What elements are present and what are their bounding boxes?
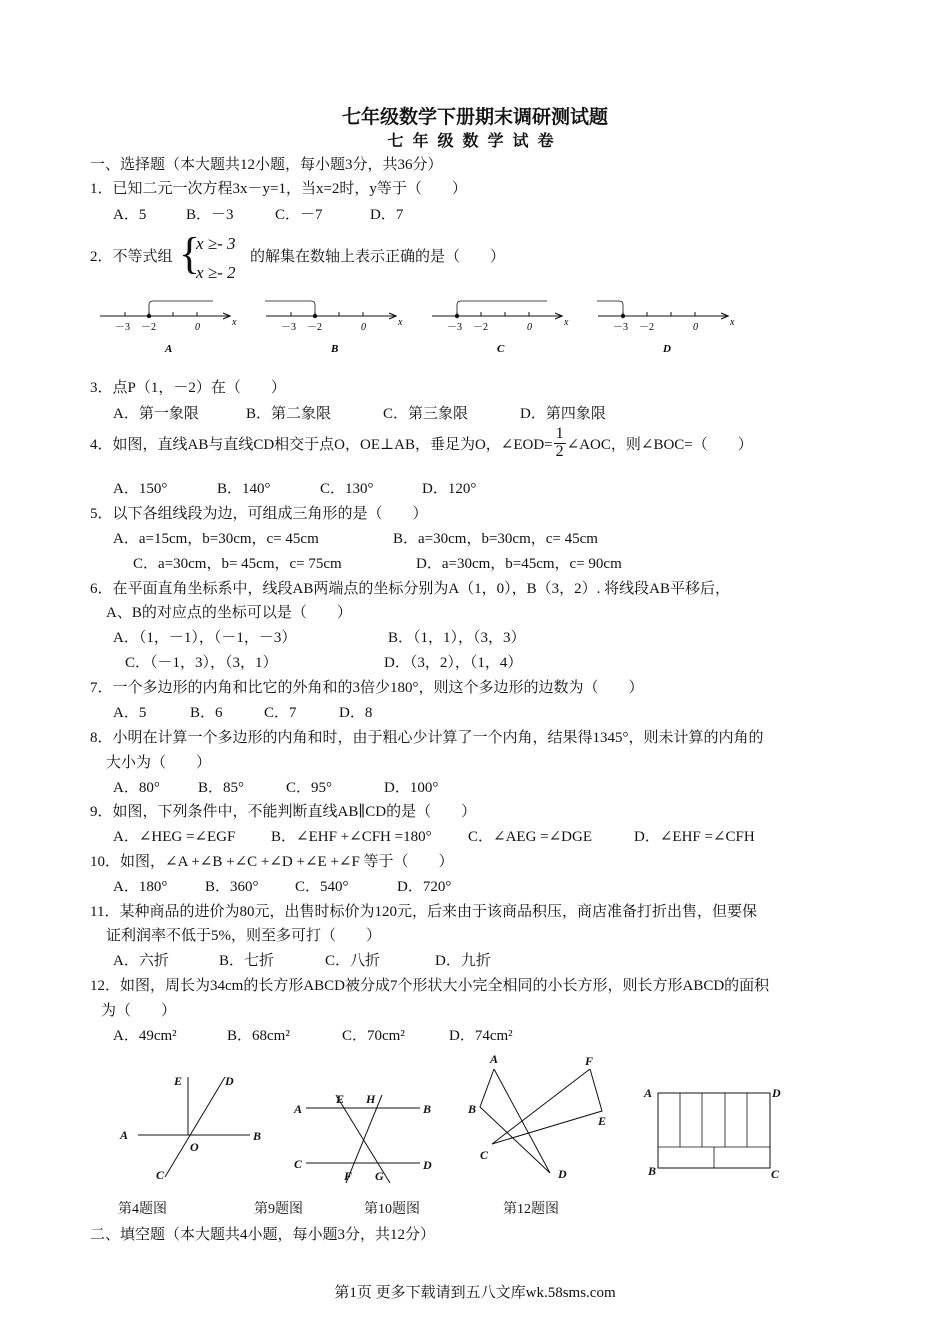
- q3-option-a: A．第一象限: [113, 406, 199, 422]
- number-line-b: [265, 301, 403, 355]
- page-footer: 第1页 更多下载请到五八文库wk.58sms.com: [334, 1285, 616, 1301]
- q12-option-c: C．70cm²: [342, 1028, 405, 1044]
- figure-10: [467, 1052, 606, 1181]
- q4-option-c: C．130°: [320, 481, 374, 497]
- q12-option-d: D．74cm²: [449, 1028, 513, 1044]
- fig10-label-f: F: [585, 1054, 594, 1068]
- number-line-label-a: A: [165, 343, 173, 355]
- inequality-1: x ≥- 3: [196, 234, 236, 253]
- question-12-stem-line2: 为（ ）: [101, 1003, 177, 1019]
- question-9-stem: 9．如图，下列条件中，不能判断直线AB∥CD的是（ ）: [90, 804, 477, 820]
- q12-option-b: B．68cm²: [227, 1028, 290, 1044]
- q8-option-b: B．85°: [198, 780, 245, 796]
- fig10-label-c: C: [480, 1148, 489, 1162]
- q9-option-a: A．∠HEG =∠EGF: [113, 829, 236, 845]
- question-8-stem-line2: 大小为（ ）: [106, 755, 212, 771]
- svg-text:－2: －2: [141, 322, 156, 333]
- question-2-prefix: 2．不等式组: [90, 249, 173, 265]
- question-11-stem-line1: 11．某种商品的进价为80元，出售时标价为120元，后来由于该商品积压，商店准备打折出售，但要保: [90, 904, 757, 920]
- number-line-label-c: C: [497, 343, 505, 355]
- q7-option-d: D．8: [339, 705, 373, 721]
- svg-text:－3: －3: [115, 322, 130, 333]
- q10-option-b: B．360°: [205, 879, 259, 895]
- q8-option-d: D．100°: [384, 780, 439, 796]
- q1-option-b: B．－3: [186, 207, 234, 223]
- q1-option-d: D．7: [370, 207, 404, 223]
- fig9-label-h: H: [366, 1092, 376, 1106]
- q3-option-b: B．第二象限: [246, 406, 332, 422]
- svg-text:x: x: [564, 317, 569, 328]
- caption-figure-12: 第12题图: [503, 1202, 559, 1217]
- fraction-one-half: $\frac{1}{2}$: [555, 425, 564, 460]
- fig4-label-a: A: [120, 1128, 129, 1142]
- fig9-label-f: F: [344, 1169, 353, 1183]
- svg-text:0: 0: [527, 322, 532, 333]
- question-10-stem: 10．如图，∠A +∠B +∠C +∠D +∠E +∠F 等于（ ）: [90, 854, 454, 870]
- q1-option-c: C．－7: [275, 207, 323, 223]
- svg-text:－3: －3: [281, 322, 296, 333]
- q7-option-c: C．7: [264, 705, 297, 721]
- q11-option-c: C．八折: [325, 953, 381, 969]
- number-line-label-b: B: [331, 343, 339, 355]
- question-5-stem: 5．以下各组线段为边，可组成三角形的是（ ）: [90, 506, 428, 522]
- fig10-label-d: D: [558, 1167, 567, 1181]
- fig10-label-e: E: [598, 1114, 607, 1128]
- section-heading-fill-blank: 二、填空题（本大题共4小题，每小题3分，共12分）: [90, 1227, 436, 1243]
- figure-4: [119, 1074, 261, 1182]
- page-subtitle: 七年级数学试卷: [387, 131, 563, 150]
- q5-option-c: C．a=30cm，b= 45cm，c= 75cm: [133, 556, 342, 572]
- fig4-label-d: D: [225, 1074, 234, 1088]
- fig9-label-e: E: [336, 1092, 345, 1106]
- fig12-label-a: A: [644, 1086, 653, 1100]
- question-2-suffix: 的解集在数轴上表示正确的是（ ）: [250, 249, 506, 265]
- svg-text:－3: －3: [447, 322, 462, 333]
- fig9-label-a: A: [294, 1102, 303, 1116]
- question-7-stem: 7．一个多边形的内角和比它的外角和的3倍少180°，则这个多边形的边数为（ ）: [90, 680, 644, 696]
- q7-option-a: A．5: [113, 705, 147, 721]
- fig12-label-d: D: [772, 1086, 781, 1100]
- question-6-stem-line1: 6．在平面直角坐标系中，线段AB两端点的坐标分别为A（1，0），B（3，2）. 将线段AB平移后，: [90, 581, 731, 597]
- inequality-2: x ≥- 2: [196, 263, 236, 282]
- q11-option-a: A．六折: [113, 953, 169, 969]
- svg-text:－2: －2: [307, 322, 322, 333]
- fig9-label-g: G: [375, 1169, 384, 1183]
- question-1-stem: 1．已知二元一次方程3x－y=1，当x=2时，y等于（ ）: [90, 181, 467, 197]
- question-4-stem: 4．如图，直线AB与直线CD相交于点O，OE⊥AB，垂足为O，∠EOD= $\frac{1}{2}$ ∠AOC，则∠BOC=（ ）: [90, 425, 753, 460]
- q6-option-c: C．（－1，3），（3，1）: [125, 655, 278, 671]
- number-line-d: [597, 301, 735, 355]
- q10-option-d: D．720°: [397, 879, 452, 895]
- number-line-options: [95, 292, 755, 362]
- caption-figure-4: 第4题图: [118, 1202, 167, 1217]
- fig9-label-d: D: [423, 1158, 432, 1172]
- q6-option-a: A．（1，－1），（－1，－3）: [113, 630, 297, 646]
- q1-option-a: A．5: [113, 207, 147, 223]
- q9-option-c: C．∠AEG =∠DGE: [468, 829, 593, 845]
- figure-9: [293, 1092, 432, 1183]
- fig9-label-c: C: [294, 1157, 303, 1171]
- q8-option-c: C．95°: [286, 780, 333, 796]
- q6-option-d: D．（3，2），（1，4）: [384, 655, 523, 671]
- fig4-label-b: B: [253, 1129, 262, 1143]
- fig4-label-e: E: [174, 1074, 183, 1088]
- fig12-label-b: B: [648, 1164, 657, 1178]
- section-heading-choice: 一、选择题（本大题共12小题，每小题3分，共36分）: [90, 157, 443, 173]
- svg-text:－2: －2: [473, 322, 488, 333]
- q4-option-a: A．150°: [113, 481, 168, 497]
- figure-12: [643, 1086, 781, 1181]
- fig10-label-a: A: [490, 1052, 499, 1066]
- q11-option-b: B．七折: [219, 953, 275, 969]
- svg-text:0: 0: [693, 322, 698, 333]
- q4-option-b: B．140°: [217, 481, 271, 497]
- q5-option-a: A．a=15cm，b=30cm，c= 45cm: [113, 531, 319, 547]
- svg-text:x: x: [398, 317, 403, 328]
- q7-option-b: B．6: [190, 705, 223, 721]
- q3-option-d: D．第四象限: [520, 406, 606, 422]
- fig10-label-b: B: [468, 1102, 477, 1116]
- question-12-stem-line1: 12．如图，周长为34cm的长方形ABCD被分成7个形状大小完全相同的小长方形，则长方形ABCD的面积: [90, 978, 770, 994]
- question-3-stem: 3．点P（1，－2）在（ ）: [90, 380, 286, 396]
- question-8-stem-line1: 8．小明在计算一个多边形的内角和时，由于粗心少计算了一个内角，结果得1345°，则未计算的内角的: [90, 730, 764, 746]
- q6-option-b: B．（1，1），（3，3）: [388, 630, 526, 646]
- q4-option-d: D．120°: [422, 481, 477, 497]
- page-title: 七年级数学下册期末调研测试题: [341, 106, 608, 128]
- svg-text:－3: －3: [613, 322, 628, 333]
- q12-option-a: A．49cm²: [113, 1028, 177, 1044]
- q3-option-c: C．第三象限: [383, 406, 469, 422]
- q9-option-b: B．∠EHF +∠CFH =180°: [271, 829, 432, 845]
- svg-text:0: 0: [195, 322, 200, 333]
- question-6-stem-line2: A、B的对应点的坐标可以是（ ）: [106, 605, 352, 621]
- system-brace: {: [179, 229, 201, 278]
- q5-option-d: D．a=30cm，b=45cm，c= 90cm: [416, 556, 622, 572]
- fig4-label-c: C: [156, 1168, 165, 1182]
- number-line-a: [100, 301, 237, 355]
- number-line-label-d: D: [663, 343, 671, 355]
- q10-option-a: A．180°: [113, 879, 168, 895]
- fig12-label-c: C: [771, 1167, 780, 1181]
- svg-text:－2: －2: [639, 322, 654, 333]
- svg-text:x: x: [730, 317, 735, 328]
- question-11-stem-line2: 证利润率不低于5%，则至多可打（ ）: [106, 928, 381, 944]
- caption-figure-9: 第9题图: [254, 1202, 303, 1217]
- q9-option-d: D．∠EHF =∠CFH: [634, 829, 755, 845]
- caption-figure-10: 第10题图: [364, 1202, 420, 1217]
- q10-option-c: C．540°: [295, 879, 349, 895]
- fig9-label-b: B: [423, 1102, 432, 1116]
- number-line-c: [432, 301, 569, 355]
- svg-text:0: 0: [361, 322, 366, 333]
- q5-option-b: B．a=30cm，b=30cm，c= 45cm: [393, 531, 598, 547]
- figures-row: [110, 1045, 810, 1195]
- svg-text:x: x: [232, 317, 237, 328]
- q8-option-a: A．80°: [113, 780, 160, 796]
- fig4-label-o: O: [190, 1140, 199, 1154]
- q11-option-d: D．九折: [435, 953, 491, 969]
